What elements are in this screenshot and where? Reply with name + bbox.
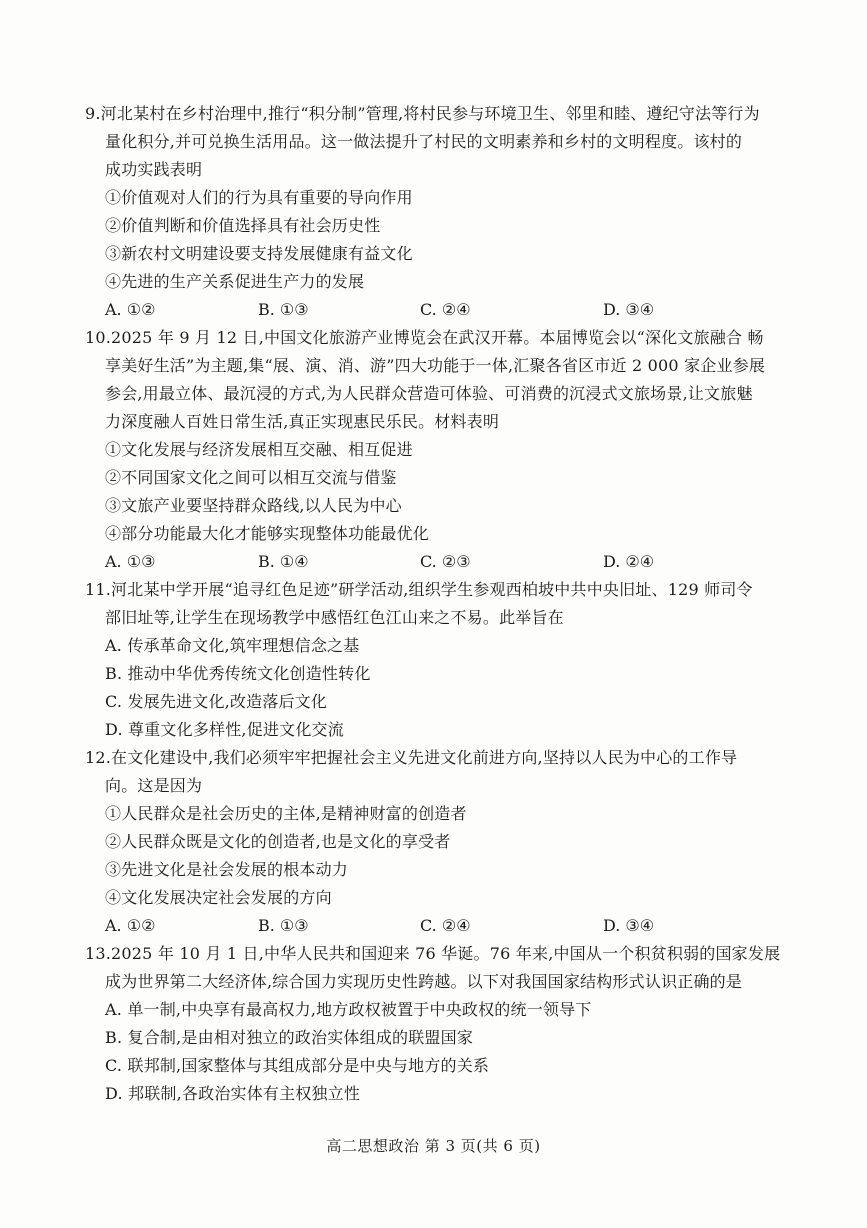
question-option: ②价值判断和价值选择具有社会历史性 <box>105 216 381 235</box>
question-stem-line <box>85 772 785 800</box>
answer-choice: D. ③④ <box>603 300 655 319</box>
answer-choice: D. ②④ <box>603 552 655 571</box>
question-stem-line <box>85 940 785 968</box>
answer-choice: C. ②③ <box>420 552 471 571</box>
answer-choice: B. ①④ <box>258 552 309 571</box>
answer-choice: D. ③④ <box>603 916 655 935</box>
question-option: ②人民群众既是文化的创造者,也是文化的享受者 <box>105 832 451 851</box>
question-option: C. 发展先进文化,改造落后文化 <box>105 692 328 711</box>
question-stem-line <box>85 100 785 128</box>
question-stem-line <box>85 324 785 352</box>
question-stem-line <box>85 576 785 604</box>
question-option: C. 联邦制,国家整体与其组成部分是中央与地方的关系 <box>105 1056 490 1075</box>
question-stem-text: 2025 年 10 月 1 日,中华人民共和国迎来 76 华诞。76 年来,中国从一个积贫积弱的国家发展 <box>111 944 781 963</box>
question-option: ③新农村文明建设要支持发展健康有益文化 <box>105 244 413 263</box>
page-footer: 高二思想政治 第 3 页(共 6 页) <box>326 1137 541 1155</box>
question-10 <box>85 324 785 576</box>
answer-choices <box>85 296 785 324</box>
question-stem-line <box>85 352 785 380</box>
question-number: 13. <box>85 944 112 963</box>
question-stem-text: 部旧址等,让学生在现场教学中感悟红色江山来之不易。此举旨在 <box>105 608 564 627</box>
answer-choices <box>85 548 785 576</box>
question-option: ②不同国家文化之间可以相互交流与借鉴 <box>105 468 397 487</box>
question-option: ①文化发展与经济发展相互交融、相互促进 <box>105 440 413 459</box>
question-stem-text: 河北某中学开展“追寻红色足迹”研学活动,组织学生参观西柏坡中共中央旧址、129 师司令 <box>111 580 753 599</box>
question-option: B. 复合制,是由相对独立的政治实体组成的联盟国家 <box>105 1028 474 1047</box>
answer-choice: C. ②④ <box>420 300 471 319</box>
question-list <box>85 100 785 1108</box>
question-stem-text: 成功实践表明 <box>105 160 203 179</box>
question-option: B. 推动中华优秀传统文化创造性转化 <box>105 664 371 683</box>
question-stem-line <box>85 744 785 772</box>
answer-choice: C. ②④ <box>420 916 471 935</box>
answer-choices <box>85 912 785 940</box>
question-11 <box>85 576 785 744</box>
question-stem-line <box>85 128 785 156</box>
question-stem-line <box>85 968 785 996</box>
question-stem-text: 享美好生活”为主题,集“展、演、消、游”四大功能于一体,汇聚各省区市近 2 000 家企业参展 <box>105 356 766 375</box>
question-stem-line <box>85 604 785 632</box>
answer-choice: A. ①② <box>105 300 156 319</box>
question-option: ④文化发展决定社会发展的方向 <box>105 888 332 907</box>
question-number: 12. <box>85 748 112 767</box>
question-stem-text: 在文化建设中,我们必须牢牢把握社会主义先进文化前进方向,坚持以人民为中心的工作导 <box>111 748 738 767</box>
question-12 <box>85 744 785 940</box>
question-stem-line <box>85 408 785 436</box>
question-option: ③先进文化是社会发展的根本动力 <box>105 860 349 879</box>
question-option: ①价值观对人们的行为具有重要的导向作用 <box>105 188 413 207</box>
question-option: ④部分功能最大化才能够实现整体功能最优化 <box>105 524 430 543</box>
question-number: 11. <box>85 580 112 599</box>
question-option: D. 邦联制,各政治实体有主权独立性 <box>105 1084 361 1103</box>
question-stem-text: 向。这是因为 <box>105 776 203 795</box>
question-stem-text: 参会,用最立体、最沉浸的方式,为人民群众营造可体验、可消费的沉浸式文旅场景,让文旅魅 <box>105 384 753 403</box>
question-option: A. 传承革命文化,筑牢理想信念之基 <box>105 636 360 655</box>
question-stem-text: 2025 年 9 月 12 日,中国文化旅游产业博览会在武汉开幕。本届博览会以“深化文旅融合 畅 <box>111 328 764 347</box>
question-number: 9. <box>85 104 101 123</box>
question-stem-text: 河北某村在乡村治理中,推行“积分制”管理,将村民参与环境卫生、邻里和睦、遵纪守法等行为 <box>100 104 760 123</box>
answer-choice: A. ①② <box>105 916 156 935</box>
question-stem-text: 力深度融人百姓日常生活,真正实现惠民乐民。材料表明 <box>105 412 500 431</box>
question-number: 10. <box>85 328 112 347</box>
question-stem-line <box>85 380 785 408</box>
question-option: A. 单一制,中央享有最高权力,地方政权被置于中央政权的统一领导下 <box>105 1000 592 1019</box>
question-stem-text: 量化积分,并可兑换生活用品。这一做法提升了村民的文明素养和乡村的文明程度。该村的 <box>105 132 743 151</box>
answer-choice: B. ①③ <box>258 916 309 935</box>
question-stem-line <box>85 156 785 184</box>
question-option: ③文旅产业要坚持群众路线,以人民为中心 <box>105 496 402 515</box>
question-option: ④先进的生产关系促进生产力的发展 <box>105 272 365 291</box>
answer-choice: B. ①③ <box>258 300 309 319</box>
question-option: D. 尊重文化多样性,促进文化交流 <box>105 720 344 739</box>
question-9 <box>85 100 785 324</box>
question-13 <box>85 940 785 1108</box>
question-stem-text: 成为世界第二大经济体,综合国力实现历史性跨越。以下对我国国家结构形式认识正确的是 <box>105 972 743 991</box>
question-option: ①人民群众是社会历史的主体,是精神财富的创造者 <box>105 804 467 823</box>
answer-choice: A. ①③ <box>105 552 156 571</box>
